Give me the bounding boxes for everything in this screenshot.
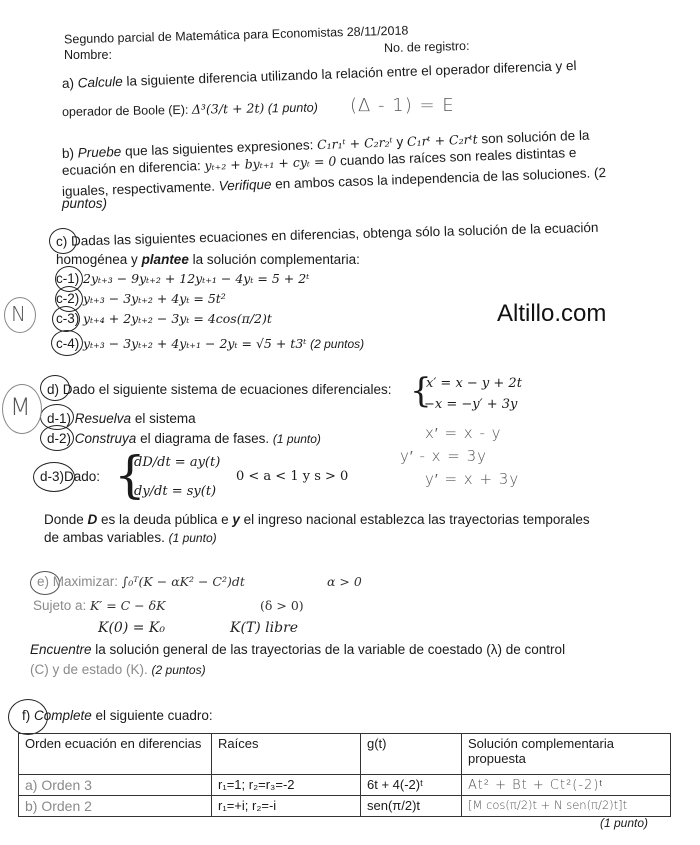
table-row bbox=[19, 796, 671, 817]
equation: yₜ₊₃ − 3yₜ₊₂ + 4yₜ = 5t² bbox=[83, 291, 226, 306]
question-b-text: que las siguientes expresiones: bbox=[121, 137, 318, 159]
question-c-label: c) bbox=[55, 233, 68, 249]
question-d-text: Dado el siguiente sistema de ecuaciones diferenciales: bbox=[59, 382, 392, 397]
question-a-text2: operador de Boole (E): bbox=[61, 102, 193, 119]
cell-raices: r₁=1; r₂=r₃=-2 bbox=[212, 775, 361, 796]
circle-mark bbox=[51, 330, 83, 356]
question-a-verb: Calcule bbox=[77, 73, 124, 91]
text: el sistema bbox=[131, 411, 196, 426]
text: Maximizar: bbox=[49, 574, 122, 589]
header-cell: Solución complementaria propuesta bbox=[462, 734, 671, 775]
item-label: c-4) bbox=[56, 336, 80, 351]
text: Dado: bbox=[64, 469, 101, 484]
question-c-text: la solución complementaria: bbox=[188, 252, 360, 267]
expression-equal-roots: C₁rᵗ + C₂rᵗt bbox=[406, 131, 478, 149]
question-e-line3 bbox=[30, 642, 565, 657]
text: Donde bbox=[44, 512, 88, 527]
text: el diagrama de fases. bbox=[136, 431, 273, 446]
d3-condition: 0 < a < 1 y s > 0 bbox=[236, 469, 349, 484]
cell-orden: a) Orden 3 bbox=[19, 775, 212, 796]
cell-raices: r₁=+i; r₂=-i bbox=[212, 796, 361, 817]
cell-g: sen(π/2)t bbox=[361, 796, 462, 817]
item-label: c-2) bbox=[56, 291, 80, 306]
item-label: d-3) bbox=[40, 469, 65, 484]
question-b-label: b) bbox=[61, 145, 75, 161]
name-label: Nombre: bbox=[64, 48, 112, 62]
equation-c1 bbox=[56, 271, 309, 286]
question-f-points: (1 punto) bbox=[600, 816, 649, 830]
terminal-condition: K(T) libre bbox=[230, 620, 299, 636]
variable-d: D bbox=[87, 512, 98, 527]
header-cell: Orden ecuación en diferencias bbox=[19, 734, 212, 775]
header-cell: g(t) bbox=[361, 734, 462, 775]
item-label: c-1) bbox=[56, 271, 80, 286]
d3-eq2: dy/dt = sy(t) bbox=[134, 484, 217, 499]
question-f-line bbox=[22, 708, 213, 723]
question-b-text: en ambos casos la independencia de las soluciones. (2 bbox=[271, 165, 607, 192]
circle-mark bbox=[52, 306, 80, 332]
verb: Construya bbox=[74, 431, 137, 446]
question-d-label: d) bbox=[47, 382, 60, 397]
question-f-label: f) bbox=[22, 708, 31, 723]
cell-g: 6t + 4(-2)ᵗ bbox=[361, 775, 462, 796]
question-c-points: (2 puntos) bbox=[310, 337, 365, 351]
verb: Resuelva bbox=[74, 411, 132, 426]
system-eq1: x′ = x − y + 2t bbox=[426, 376, 522, 391]
cell-solucion: [M cos(π/2)t + N sen(π/2)t]t bbox=[462, 796, 671, 817]
item-label: d-1) bbox=[47, 411, 72, 426]
question-b-text: ecuación en diferencia: bbox=[61, 158, 205, 178]
item-label: d-2) bbox=[47, 431, 72, 446]
cell-solucion: At² + Bt + Ct²(-2)ᵗ bbox=[462, 775, 671, 796]
question-d2 bbox=[47, 431, 321, 446]
question-c-text: Dadas las siguientes ecuaciones en diferencias, obtenga sólo la solución de la ecuación bbox=[67, 219, 599, 249]
question-d3-text2 bbox=[44, 530, 217, 545]
exam-title: Segundo parcial de Matemática para Economistas 28/11/2018 bbox=[63, 23, 409, 47]
text: el ingreso nacional establezca las trayectorias temporales bbox=[239, 512, 590, 527]
registro-label: No. de registro: bbox=[383, 38, 470, 56]
question-b-verb: Pruebe bbox=[77, 143, 122, 161]
question-a-label: a) bbox=[61, 75, 75, 91]
table-row bbox=[19, 775, 671, 796]
equation: 2yₜ₊₃ − 9yₜ₊₂ + 12yₜ₊₁ − 4yₜ = 5 + 2ᵗ bbox=[83, 271, 310, 286]
question-c-line1 bbox=[56, 220, 599, 249]
brace: { bbox=[410, 371, 432, 411]
margin-mark-n: N bbox=[11, 302, 27, 326]
points: (1 punto) bbox=[272, 432, 321, 446]
points: (1 punto) bbox=[168, 531, 217, 545]
circle-mark bbox=[40, 425, 74, 451]
question-e-line2 bbox=[33, 598, 166, 613]
condition-delta: (δ > 0) bbox=[260, 598, 304, 613]
equation: yₜ₊₄ + 2yₜ₊₂ − 3yₜ = 4cos(π/2)t bbox=[83, 311, 272, 326]
verb: Complete bbox=[34, 708, 92, 723]
condition-alpha: α > 0 bbox=[327, 574, 362, 589]
watermark-logo: Altillo.com bbox=[497, 300, 607, 327]
handwritten-answer-a: (Δ - 1) = E bbox=[350, 95, 455, 116]
handwritten-note: x′ = x - y bbox=[425, 424, 502, 442]
text: la solución general de las trayectorias de la variable de coestado (λ) de control bbox=[91, 642, 566, 657]
expression-distinct-roots: C₁r₁ᵗ + C₂r₂ᵗ bbox=[316, 134, 393, 153]
constraint: K′ = C − δK bbox=[90, 598, 166, 613]
roots-table bbox=[18, 733, 671, 817]
question-b-text: iguales, respectivamente. bbox=[61, 178, 220, 199]
handwritten-note: y′ = x + 3y bbox=[425, 470, 520, 488]
question-a-expression: Δ³(3/t + 2t) bbox=[191, 100, 265, 117]
question-d3-text1 bbox=[44, 512, 590, 527]
question-a-line2 bbox=[62, 100, 318, 119]
cell-orden: b) Orden 2 bbox=[19, 796, 212, 817]
question-b-verb2: Verifique bbox=[218, 176, 272, 194]
question-b-text: son solución de la bbox=[477, 127, 590, 147]
equation-c4 bbox=[56, 336, 364, 351]
text: es la deuda pública e bbox=[97, 512, 233, 527]
equation: yₜ₊₃ − 3yₜ₊₂ + 4yₜ₊₁ − 2yₜ = √5 + t3ᵗ bbox=[83, 336, 307, 351]
question-a-text: la siguiente diferencia utilizando la relación entre el operador diferencia y el bbox=[122, 58, 577, 89]
header-cell: Raíces bbox=[212, 734, 361, 775]
question-e-line4 bbox=[30, 662, 206, 677]
conjunction: y bbox=[392, 133, 408, 150]
brace: { bbox=[114, 446, 146, 504]
question-c-verb: plantee bbox=[141, 252, 189, 267]
question-c-line2 bbox=[56, 252, 360, 267]
question-b-text: cuando las raíces son reales distintas e bbox=[336, 145, 577, 169]
question-e-line1 bbox=[37, 574, 245, 589]
question-c-text: homogénea y bbox=[56, 252, 142, 267]
integral: ∫₀ᵀ(K − αK² − C²)dt bbox=[121, 574, 245, 589]
equation-c3 bbox=[56, 311, 272, 326]
question-a-points: (1 punto) bbox=[267, 100, 318, 116]
question-b-points: puntos) bbox=[62, 196, 108, 211]
difference-equation: yₜ₊₂ + byₜ₊₁ + cyₜ = 0 bbox=[204, 153, 337, 174]
circle-mark bbox=[33, 462, 75, 492]
initial-condition: K(0) = K₀ bbox=[98, 620, 165, 636]
text: el siguiente cuadro: bbox=[91, 708, 213, 723]
table-header-row bbox=[19, 734, 671, 775]
handwritten-note: y′ - x = 3y bbox=[400, 447, 488, 465]
item-label: c-3) bbox=[56, 311, 80, 326]
question-a-line1 bbox=[62, 58, 577, 91]
question-d-line1 bbox=[47, 382, 391, 397]
text: (C) y de estado (K). bbox=[30, 662, 152, 677]
text: Sujeto a: bbox=[33, 598, 91, 613]
question-e-label: e) bbox=[37, 574, 50, 589]
d3-eq1: dD/dt = ay(t) bbox=[134, 455, 221, 470]
variable-y: y bbox=[232, 512, 240, 527]
text: de ambas variables. bbox=[44, 530, 169, 545]
margin-mark-m: M bbox=[10, 393, 32, 421]
points: (2 puntos) bbox=[151, 663, 206, 677]
system-eq2: −x = −y′ + 3y bbox=[424, 397, 518, 412]
verb: Encuentre bbox=[30, 642, 92, 657]
